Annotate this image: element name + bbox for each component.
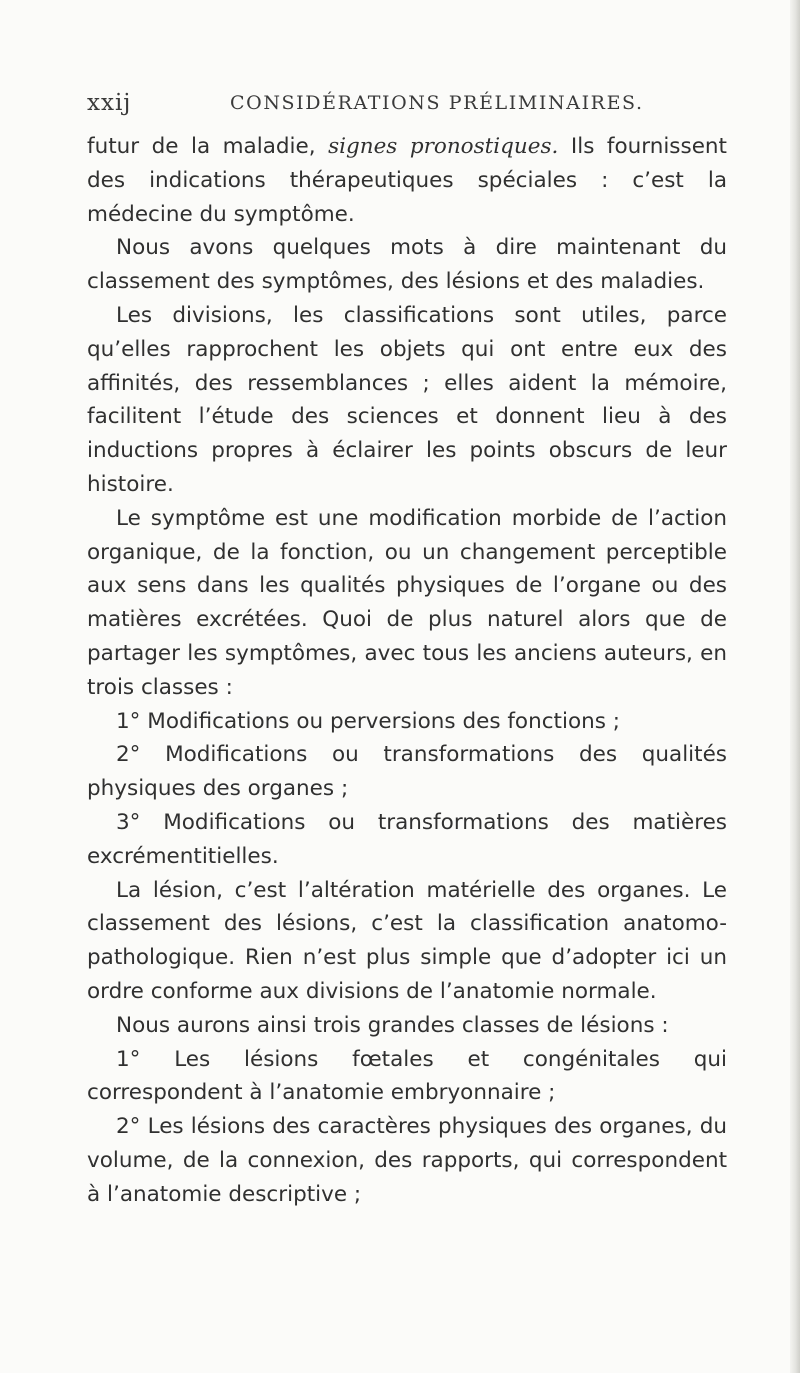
paragraph: Les divisions, les classifications sont utiles, parce qu’elles rapprochent les objets qui ont entre eux des affinités, des ressemblances ; elles aident la mémoire, facilitent l’étude des sciences et donnent lieu à des inductions propres à éclairer les points obscurs de leur histoire. [87,302,727,497]
list-item: 2° Les lésions des caractères physiques des organes, du volume, de la connexion, des rapports, qui correspondent à l’anatomie descriptive ; [87,1114,727,1207]
list-item: 1° Les lésions fœtales et congénitales qui correspondent à l’anatomie embryonnaire ; [87,1046,727,1106]
list-item: 1° Modifications ou perversions des fonctions ; [116,708,621,734]
page-edge-shadow [790,0,800,1373]
paragraph: Nous aurons ainsi trois grandes classes de lésions : [116,1012,669,1038]
body-text [87,130,727,1212]
paragraph: Nous avons quelques mots à dire maintenant du classement des symptômes, des lésions et des maladies. [87,235,727,295]
running-title: CONSIDÉRATIONS PRÉLIMINAIRES. [230,92,644,114]
paragraph-continuation: futur de la maladie, signes pronostiques. Ils fournissent des indications thérapeutiques spéciales : c’est la médecine du symptôme. [87,134,727,227]
page-number: xxij [87,90,132,116]
paragraph: Le symptôme est une modification morbide de l’action organique, de la fonction, ou un changement perceptible aux sens dans les qualités physiques de l’organe ou des matières excrétées. Quoi de plus naturel alors que de partager les symptômes, avec tous les anciens auteurs, en trois classes : [87,505,727,700]
italic-term: signes pronostiques. [328,134,559,159]
paragraph: La lésion, c’est l’altération matérielle des organes. Le classement des lésions, c’est la classification anatomo-pathologique. Rien n’est plus simple que d’adopter ici un ordre conforme aux divisions de l’anatomie normale. [87,877,727,1004]
page-header [87,90,727,124]
list-item: 2° Modifications ou transformations des qualités physiques des organes ; [87,742,727,802]
list-item: 3° Modifications ou transformations des matières excrémentitielles. [87,809,727,869]
